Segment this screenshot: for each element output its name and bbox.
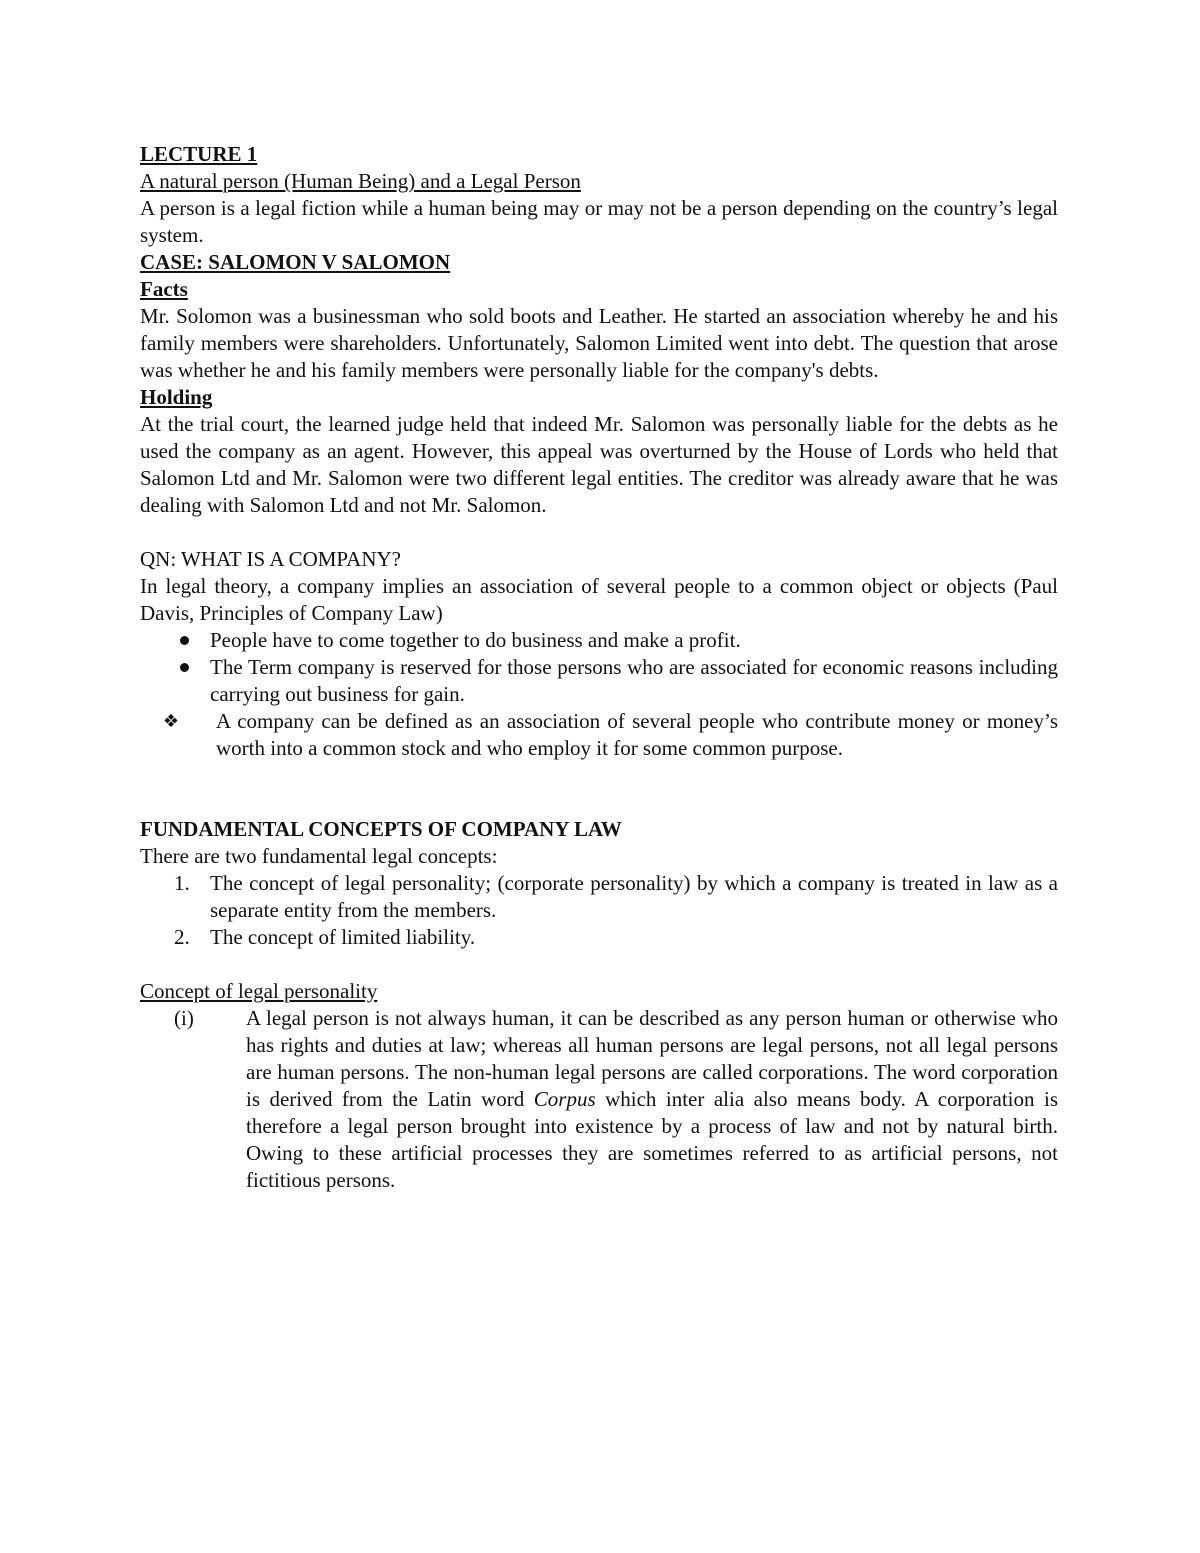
legal-personality-heading: Concept of legal personality	[140, 979, 378, 1003]
spacer	[140, 519, 1058, 546]
intro-paragraph: A person is a legal fiction while a human being may or may not be a person depending on the country’s legal system.	[140, 196, 1058, 247]
list-item-text: The Term company is reserved for those persons who are associated for economic reasons including carrying out business for gain.	[210, 655, 1058, 706]
item-number: 1.	[174, 871, 190, 895]
item-text-end: which inter alia also means body. A corporation is therefore a legal person brought into existence by a process of law and not by natural birth. Owing to these artificial processes they are sometimes referred to as artificial persons, not fictitious persons.	[246, 1087, 1058, 1192]
list-item	[140, 654, 1058, 708]
holding-heading: Holding	[140, 385, 213, 409]
case-heading: CASE: SALOMON V SALOMON	[140, 250, 451, 274]
bullet-dot-icon	[174, 654, 194, 681]
fundamentals-intro: There are two fundamental legal concepts:	[140, 844, 498, 868]
list-item	[140, 708, 1058, 762]
facts-paragraph: Mr. Solomon was a businessman who sold boots and Leather. He started an association whereby he and his family members were shareholders. Unfortunately, Salomon Limited went into debt. The question that arose was whether he and his family members were personally liable for the company's debts.	[140, 304, 1058, 382]
latin-word: Corpus	[533, 1087, 596, 1111]
spacer	[140, 951, 1058, 978]
numbered-item	[140, 870, 1058, 924]
diamond-bullet-icon: ❖	[162, 711, 180, 732]
lecture-title: LECTURE 1	[140, 142, 258, 166]
spacer	[140, 762, 1058, 816]
facts-heading: Facts	[140, 277, 188, 301]
holding-paragraph: At the trial court, the learned judge held that indeed Mr. Salomon was personally liable for the debts as he used the company as an agent. However, this appeal was overturned by the House of Lords who held that Salomon Ltd and Mr. Salomon were two different legal entities. The creditor was already aware that he was dealing with Salomon Ltd and not Mr. Salomon.	[140, 412, 1058, 517]
company-definition: In legal theory, a company implies an association of several people to a common object or objects (Paul Davis, Principles of Company Law)	[140, 574, 1058, 625]
bullet-dot-icon	[174, 627, 194, 654]
question-heading: QN: WHAT IS A COMPANY?	[140, 547, 401, 571]
item-number: (i)	[174, 1006, 194, 1030]
list-item-text: People have to come together to do business and make a profit.	[210, 628, 741, 652]
item-text: The concept of legal personality; (corporate personality) by which a company is treated in law as a separate entity from the members.	[210, 871, 1058, 922]
item-text: The concept of limited liability.	[210, 925, 476, 949]
fundamentals-heading: FUNDAMENTAL CONCEPTS OF COMPANY LAW	[140, 817, 622, 841]
lecture-subtitle: A natural person (Human Being) and a Legal Person	[140, 169, 581, 193]
list-item-text: A company can be defined as an association of several people who contribute money or money’s worth into a common stock and who employ it for some common purpose.	[216, 709, 1058, 760]
numbered-item	[140, 924, 1058, 951]
document-page	[140, 141, 1058, 1194]
roman-numeral-item	[140, 1005, 1058, 1194]
item-text-start: A legal person is not always human, it can be described as any person human or otherwise who has rights and duties at law; whereas all human persons are legal persons, not all legal persons are human persons. The non-human legal persons are called corporations. The word corporation is derived from the Latin word	[246, 1006, 1058, 1111]
item-number: 2.	[174, 925, 190, 949]
list-item	[140, 627, 1058, 654]
company-bullet-list	[140, 627, 1058, 762]
